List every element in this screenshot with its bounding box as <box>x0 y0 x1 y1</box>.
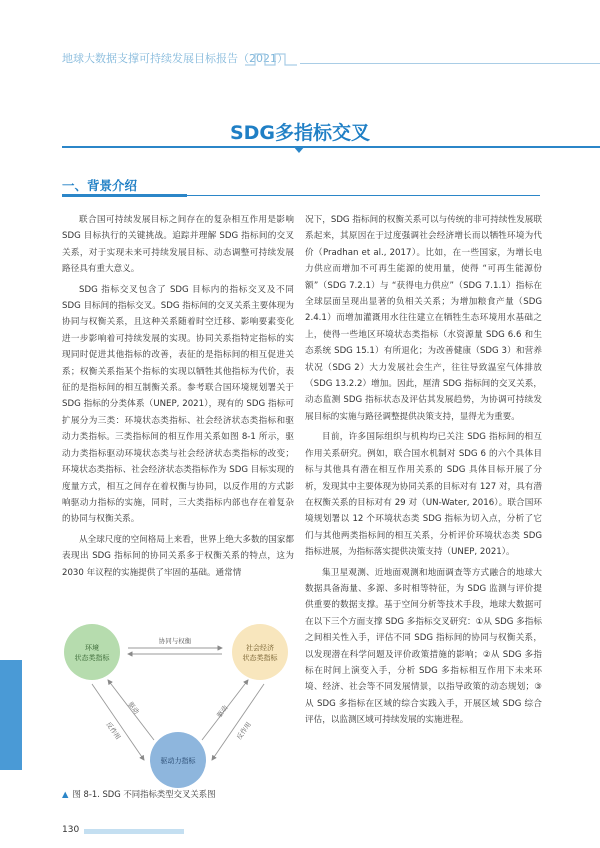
page-number-bar <box>84 829 184 834</box>
paragraph: 联合国可持续发展目标之间存在的复杂相互作用是影响 SDG 目标执行的关键挑战。追踪并理解 SDG 指标间的交叉关系，对于实现未来可持续发展目标、动态调整可持续发展路径具有重大意义。 <box>62 215 294 275</box>
node-socioeconomic <box>232 624 288 680</box>
header-decoration-icon <box>245 52 297 66</box>
figure-caption-text: 图 8-1. SDG 不同指标类型交叉关系图 <box>72 789 216 799</box>
paragraph: SDG 指标交叉包含了 SDG 目标内的指标交叉及不同 SDG 目标间的指标交叉。SDG 指标间的交叉关系主要体现为协同与权衡关系，且这种关系随着时空迁移、影响要素变化进一步影响着可持续发展的实现。协同关系指特定指标的实现同时促进其他指标的改善，表征的是指标间的相互促进关系；权衡关系指某个指标的实现以牺牲其他指标为代价，表征的是指标间的相互制衡关系。参考联合国环境规划署关于 SDG 指标的分类体系（UNEP, 2021），现有的 SDG 指标可扩展分为三类：环境状态类指标、社会经济状态类指标和驱动力类指标。三类指标间的相互作用关系如图 8-1 所示，驱动力类指标驱动环境状态类与社会经济状态类指标的改变；环境状态类指标、社会经济状态类指标作为 SDG 目标实现的度量方式，相互之间存在着权衡与协同，以反作用的方式影响驱动力指标的实施，同时，三大类指标内部也存在着复杂的协同与权衡关系。 <box>62 284 294 525</box>
left-column <box>62 212 294 585</box>
node-socioeconomic-label-1: 社会经济 <box>246 644 274 652</box>
caption-arrow-icon: ▲ <box>62 789 69 799</box>
edge-left-drive-label: 驱动 <box>126 700 141 716</box>
figure-caption <box>62 788 216 800</box>
figure-8-1-diagram <box>62 612 294 792</box>
paragraph: 集卫星观测、近地面观测和地面调查等方式融合的地球大数据具备海量、多源、多时相等特征，为 SDG 监测与评价提供重要的数据支撑。基于空间分析等技术手段，地球大数据可在以下三个方面支撑 SDG 多指标交叉研究：①从 SDG 多指标之间相关性入手，评估不同 SDG 指标间的协同与权衡关系，以发现潜在科学问题及评价政策措施的影响；②从 SDG 多指标在时间上演变入手，分析 SDG 多指标相互作用下未来环境、经济、社会等不同发展情景，以指导政策的动态规划；③从 SDG 多指标在区域的综合实践入手，开展区域 SDG 综合评估，以监测区域可持续发展的实施进程。 <box>305 567 542 726</box>
section-heading: 一、背景介绍 <box>62 178 138 193</box>
header-rule <box>300 63 600 64</box>
edge-right-react-label: 反作用 <box>235 720 253 742</box>
edge-left-react-label: 反作用 <box>104 720 123 742</box>
node-driving-force-label: 驱动力指标 <box>160 757 196 765</box>
edge-right-react-arrow <box>212 684 264 760</box>
side-tab <box>0 660 22 770</box>
right-column <box>305 212 542 733</box>
running-header: 地球大数据支撑可持续发展目标报告（2021） <box>62 52 288 65</box>
node-environment <box>64 624 120 680</box>
page-number: 130 <box>62 825 80 835</box>
node-environment-label-1: 环境 <box>85 644 99 652</box>
node-environment-label-2: 状态类指标 <box>74 654 110 662</box>
node-socioeconomic-label-2: 状态类指标 <box>242 654 278 662</box>
page-title: SDG多指标交叉 <box>229 122 371 144</box>
title-underline <box>62 146 600 148</box>
edge-right-drive-label: 驱动 <box>215 704 230 720</box>
paragraph: 目前，许多国际组织与机构均已关注 SDG 指标间的相互作用关系研究。例如，联合国水机制对 SDG 6 的六个具体目标与其他具有潜在相互作用关系的 SDG 具体目标开展了分析，发现其中主要体现为协同关系的目标对有 127 对，具有潜在权衡关系的目标对有 29 对（UN-Water, 2016）。联合国环境规划署以 12 个环境状态类 SDG 指标为切入点，分析了它们与其他两类指标间的相互关系，分析评价环境状态类 SDG 指标进展，为指标落实提供决策支持（UNEP, 2021）。 <box>305 432 542 558</box>
paragraph: 况下，SDG 指标间的权衡关系可以与传统的非可持续性发展联系起来，其原因在于过度强调社会经济增长而以牺牲环境为代价（Pradhan et al., 2017）。比如，在一些国家，为增长电力供应而增加不可再生能源的使用量，使得 “可再生能源份额”（SDG 7.2.1）与 “获得电力供应”（SDG 7.1.1）指标在全球层面呈现出显著的负相关关系；为增加粮食产量（SDG 2.4.1）而增加灌溉用水往往建立在牺牲生态环境用水基础之上，使得一些地区环境状态类指标（水资源量 SDG 6.6 和生态系统 SDG 15.1）有所退化；为改善健康（SDG 3）和营养状况（SDG 2）大力发展社会生产，往往导致温室气体排放（SDG 13.2.2）增加。因此，厘清 SDG 指标间的交叉关系，动态监测 SDG 指标状态及评估其发展趋势，为协调可持续发展目标的实施与路径调整提供决策支持，显得尤为重要。 <box>305 215 542 422</box>
section-accent-bar <box>62 194 187 197</box>
edge-top-label: 协同与权衡 <box>158 637 192 645</box>
edge-left-react-arrow <box>92 684 144 760</box>
title-caret-icon <box>293 146 305 153</box>
paragraph: 从全球尺度的空间格局上来看，世界上绝大多数的国家都表现出 SDG 指标间的协同关系多于权衡关系的特点，这为 2030 年议程的实施提供了牢固的基础。通常情 <box>62 534 294 578</box>
